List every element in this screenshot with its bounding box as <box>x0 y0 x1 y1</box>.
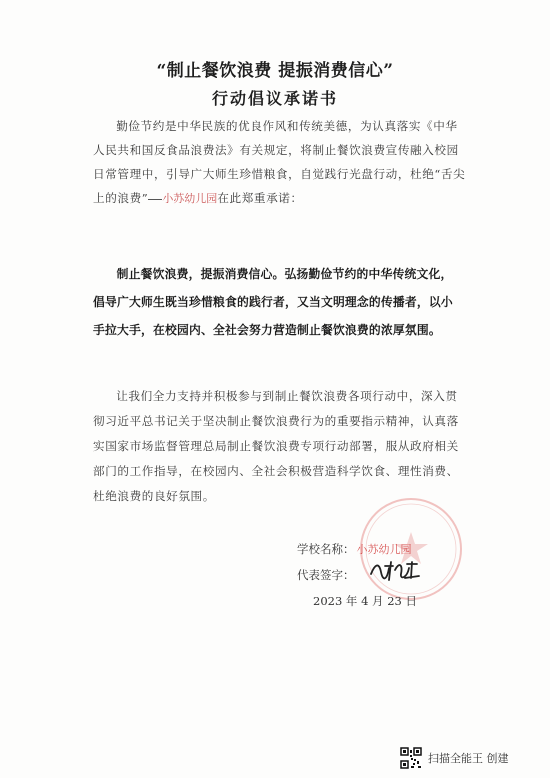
underline-blank <box>148 199 162 200</box>
school-name-value: 小苏幼儿园 <box>356 543 412 556</box>
paragraph-intro <box>93 114 467 211</box>
date-line: 2023 年 4 月 23 日 <box>313 594 417 608</box>
document-title: “制止餐饮浪费 提振消费信心” <box>156 61 394 81</box>
document-subtitle: 行动倡议承诺书 <box>211 89 338 108</box>
paragraph-action: 让我们全力支持并积极参与到制止餐饮浪费各项行动中，深入贯彻习近平总书记关于坚决制止餐饮浪费行为的重要指示精神，认真落实国家市场监督管理总局制止餐饮浪费专项行动部署，服从政府相关部门的工作指导，在校园内、全社会积极营造科学饮食、理性消费、杜绝浪费的良好氛围。 <box>93 389 459 503</box>
representative-label: 代表签字： <box>297 568 355 582</box>
representative-line <box>297 562 517 588</box>
scanner-watermark <box>400 738 550 778</box>
paragraph-intro-main: 勤俭节约是中华民族的优良作风和传统美德，为认真落实《中华人民共和国反食品浪费法》有关规定，将制止餐饮浪费宣传融入校园日常管理中，引导广大师生珍惜粮食，自觉践行光盘行动，杜绝“舌尖上的浪费” <box>93 119 466 205</box>
qr-code-icon <box>400 747 422 769</box>
school-name-label: 学校名称： <box>297 542 355 556</box>
paragraph-commitment: 制止餐饮浪费，提振消费信心。弘扬勤俭节约的中华传统文化，倡导广大师生既当珍惜粮食的践行者，又当文明理念的传播者，以小手拉大手，在校园内、全社会努力营造制止餐饮浪费的浓厚氛围。 <box>93 267 453 337</box>
scanner-app-text: 扫描全能王 创建 <box>428 752 509 765</box>
signature-block <box>297 536 517 614</box>
paragraph-intro-end: 在此郑重承诺： <box>217 191 303 205</box>
paragraph-intro-school: 小苏幼儿园 <box>162 192 218 205</box>
handwritten-signature <box>367 556 423 586</box>
